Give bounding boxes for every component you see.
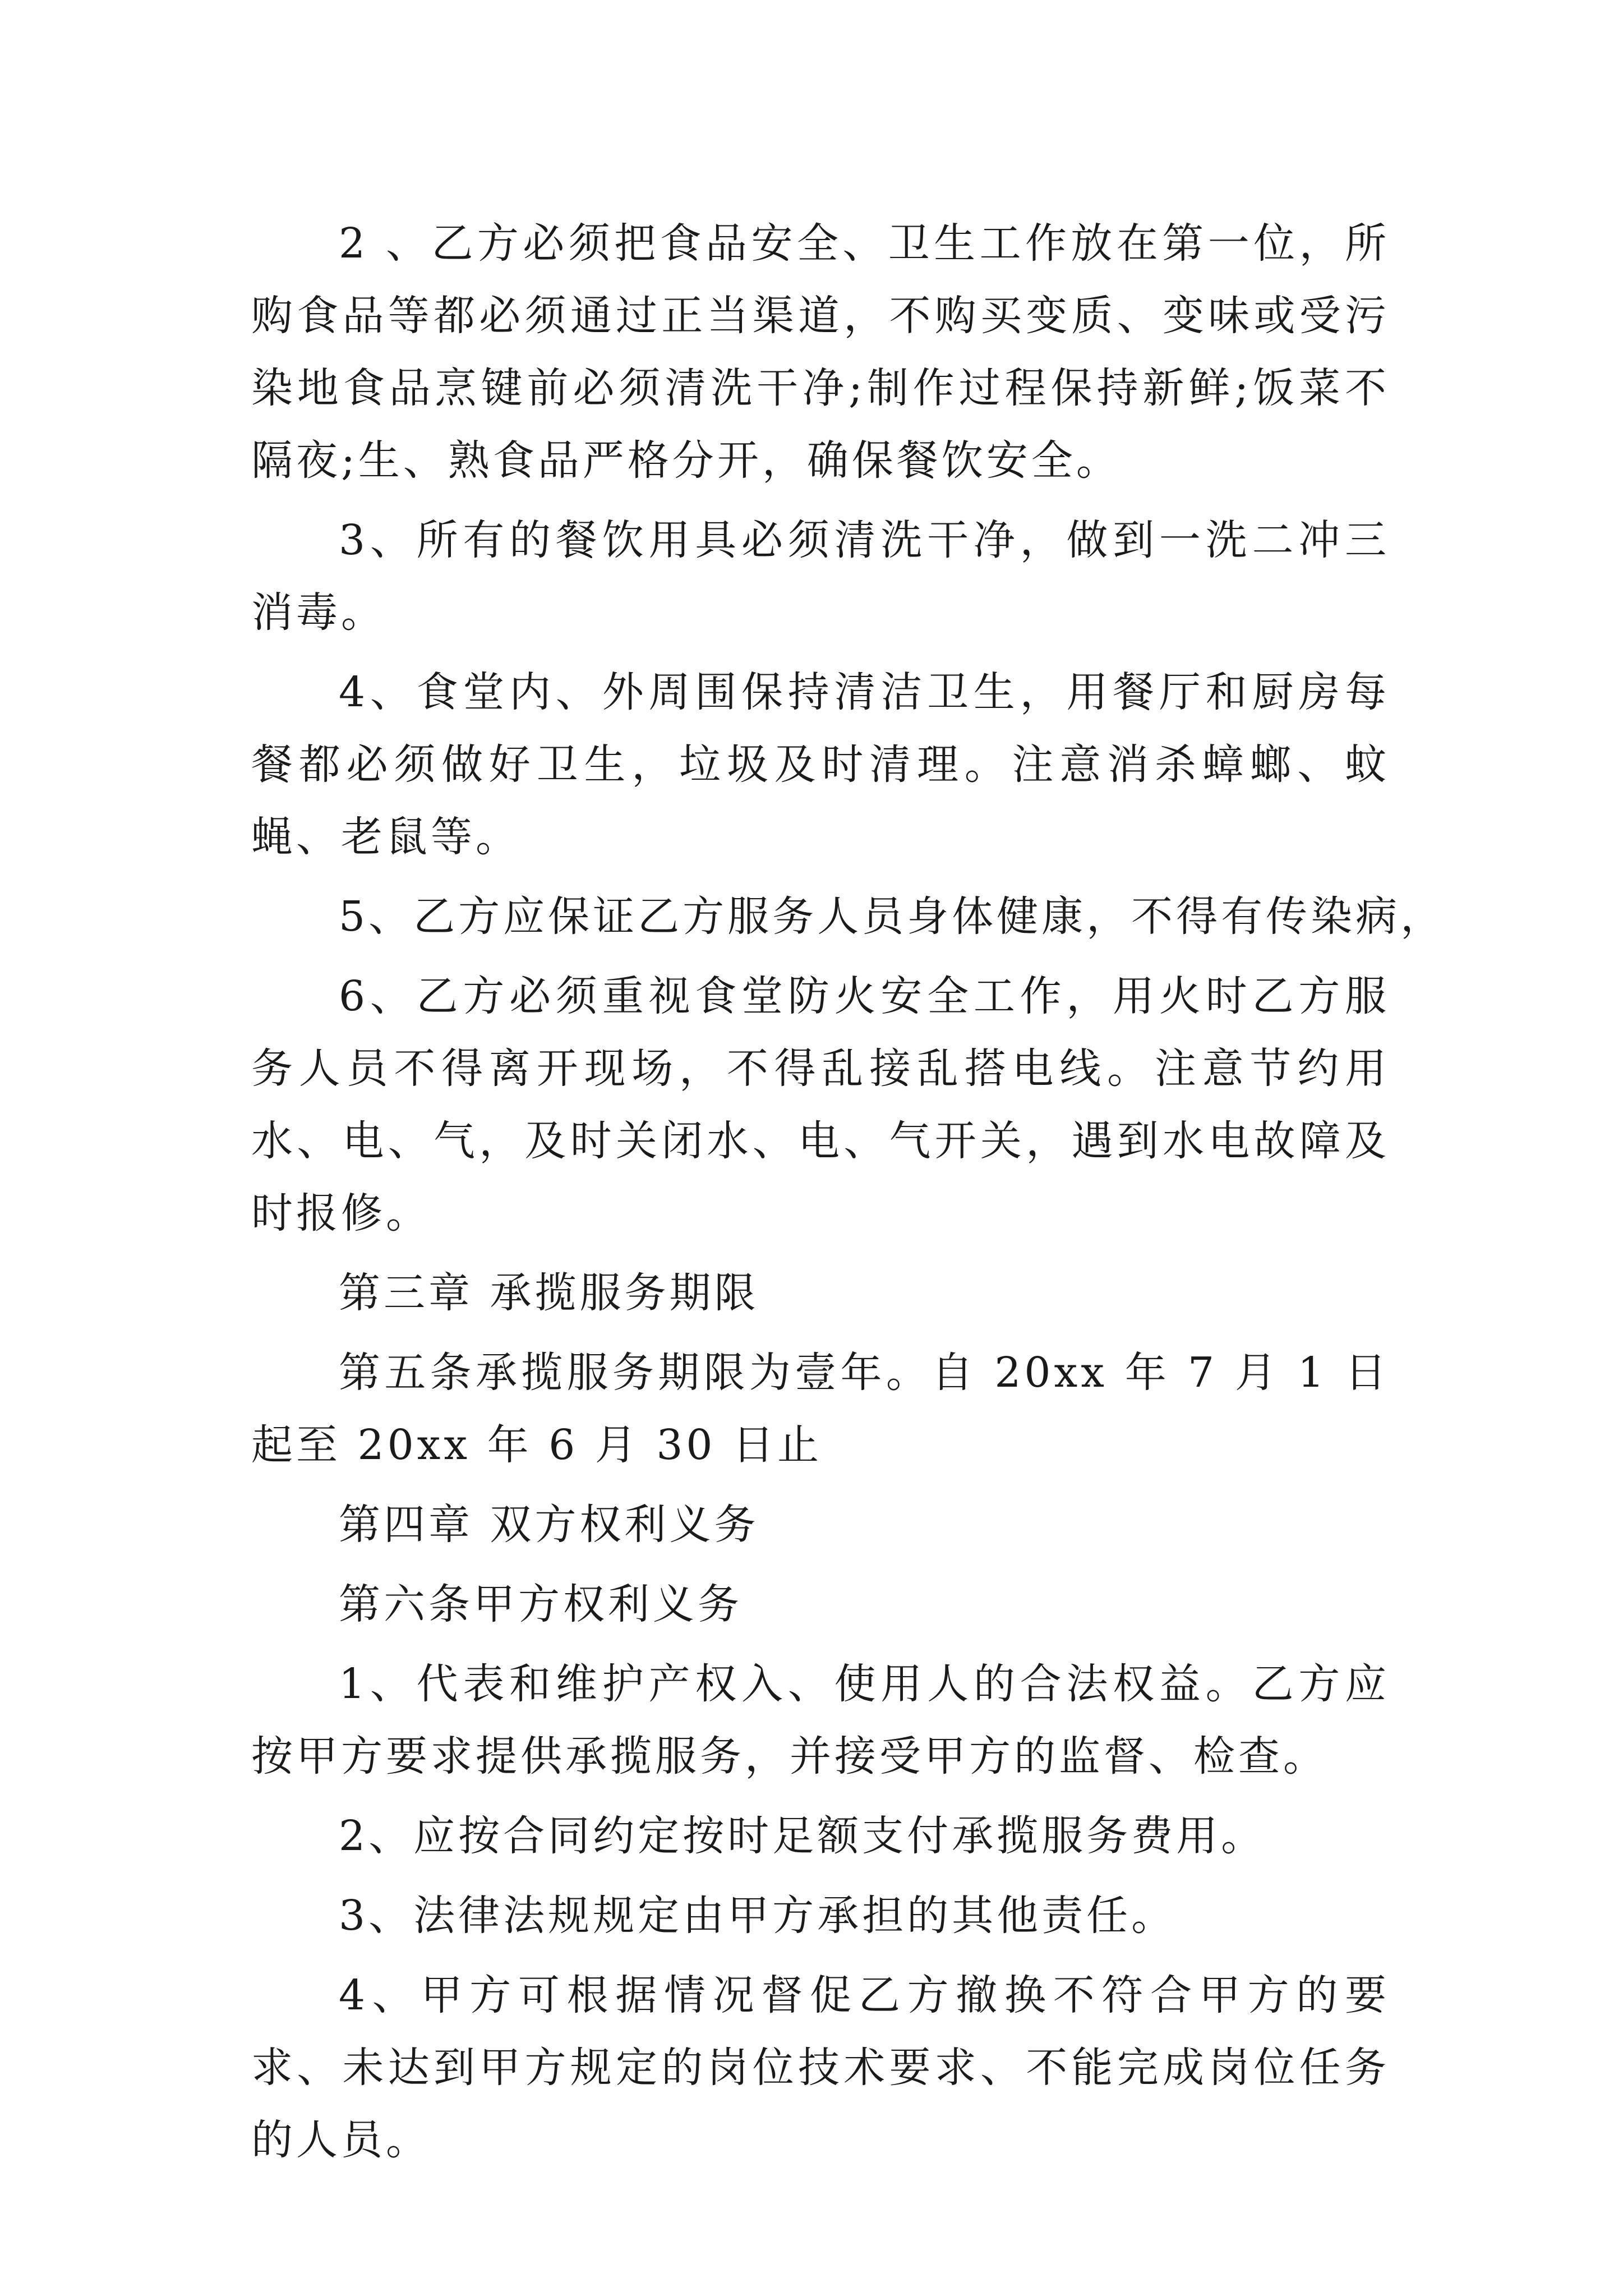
paragraph-fire-safety: 6、乙方必须重视食堂防火安全工作，用火时乙方服务人员不得离开现场，不得乱接乱搭电线。注意节约用水、电、气，及时关闭水、电、气开关，遇到水电故障及时报修。 <box>251 972 1390 1237</box>
article-party-a-rights: 第六条甲方权利义务 <box>339 1580 743 1628</box>
paragraph-tableware-cleaning: 3、所有的餐饮用具必须清洗干净，做到一洗二冲三消毒。 <box>251 516 1390 637</box>
paragraph-food-safety: 2 、乙方必须把食品安全、卫生工作放在第一位，所购食品等都必须通过正当渠道，不购买变质、变味或受污染地食品烹键前必须清洗干净;制作过程保持新鲜;饭菜不隔夜;生、熟食品严格分开，确保餐饮安全。 <box>251 219 1390 485</box>
document-body <box>251 208 1446 2184</box>
paragraph-staff-health: 5、乙方应保证乙方服务人员身体健康，不得有传染病， <box>339 892 1446 941</box>
paragraph-canteen-hygiene: 4、食堂内、外周围保持清洁卫生，用餐厅和厨房每餐都必须做好卫生，垃圾及时清理。注意消杀蟑螂、蚊蝇、老鼠等。 <box>251 668 1390 861</box>
paragraph-party-a-item-1: 1、代表和维护产权入、使用人的合法权益。乙方应按甲方要求提供承揽服务，并接受甲方的监督、检查。 <box>251 1660 1390 1780</box>
paragraph-party-a-item-4: 4、甲方可根据情况督促乙方撤换不符合甲方的要求、未达到甲方规定的岗位技术要求、不能完成岗位任务的人员。 <box>251 1971 1390 2164</box>
paragraph-party-a-item-3: 3、法律法规规定由甲方承担的其他责任。 <box>339 1892 1177 1940</box>
chapter-heading-rights-obligations: 第四章 双方权利义务 <box>339 1501 759 1549</box>
article-service-term: 第五条承揽服务期限为壹年。自 20xx 年 7 月 1 日起至 20xx 年 6 月 30 日止 <box>251 1349 1390 1469</box>
chapter-heading-service-term: 第三章 承揽服务期限 <box>339 1269 759 1317</box>
paragraph-party-a-item-2: 2、应按合同约定按时足额支付承揽服务费用。 <box>339 1812 1266 1860</box>
